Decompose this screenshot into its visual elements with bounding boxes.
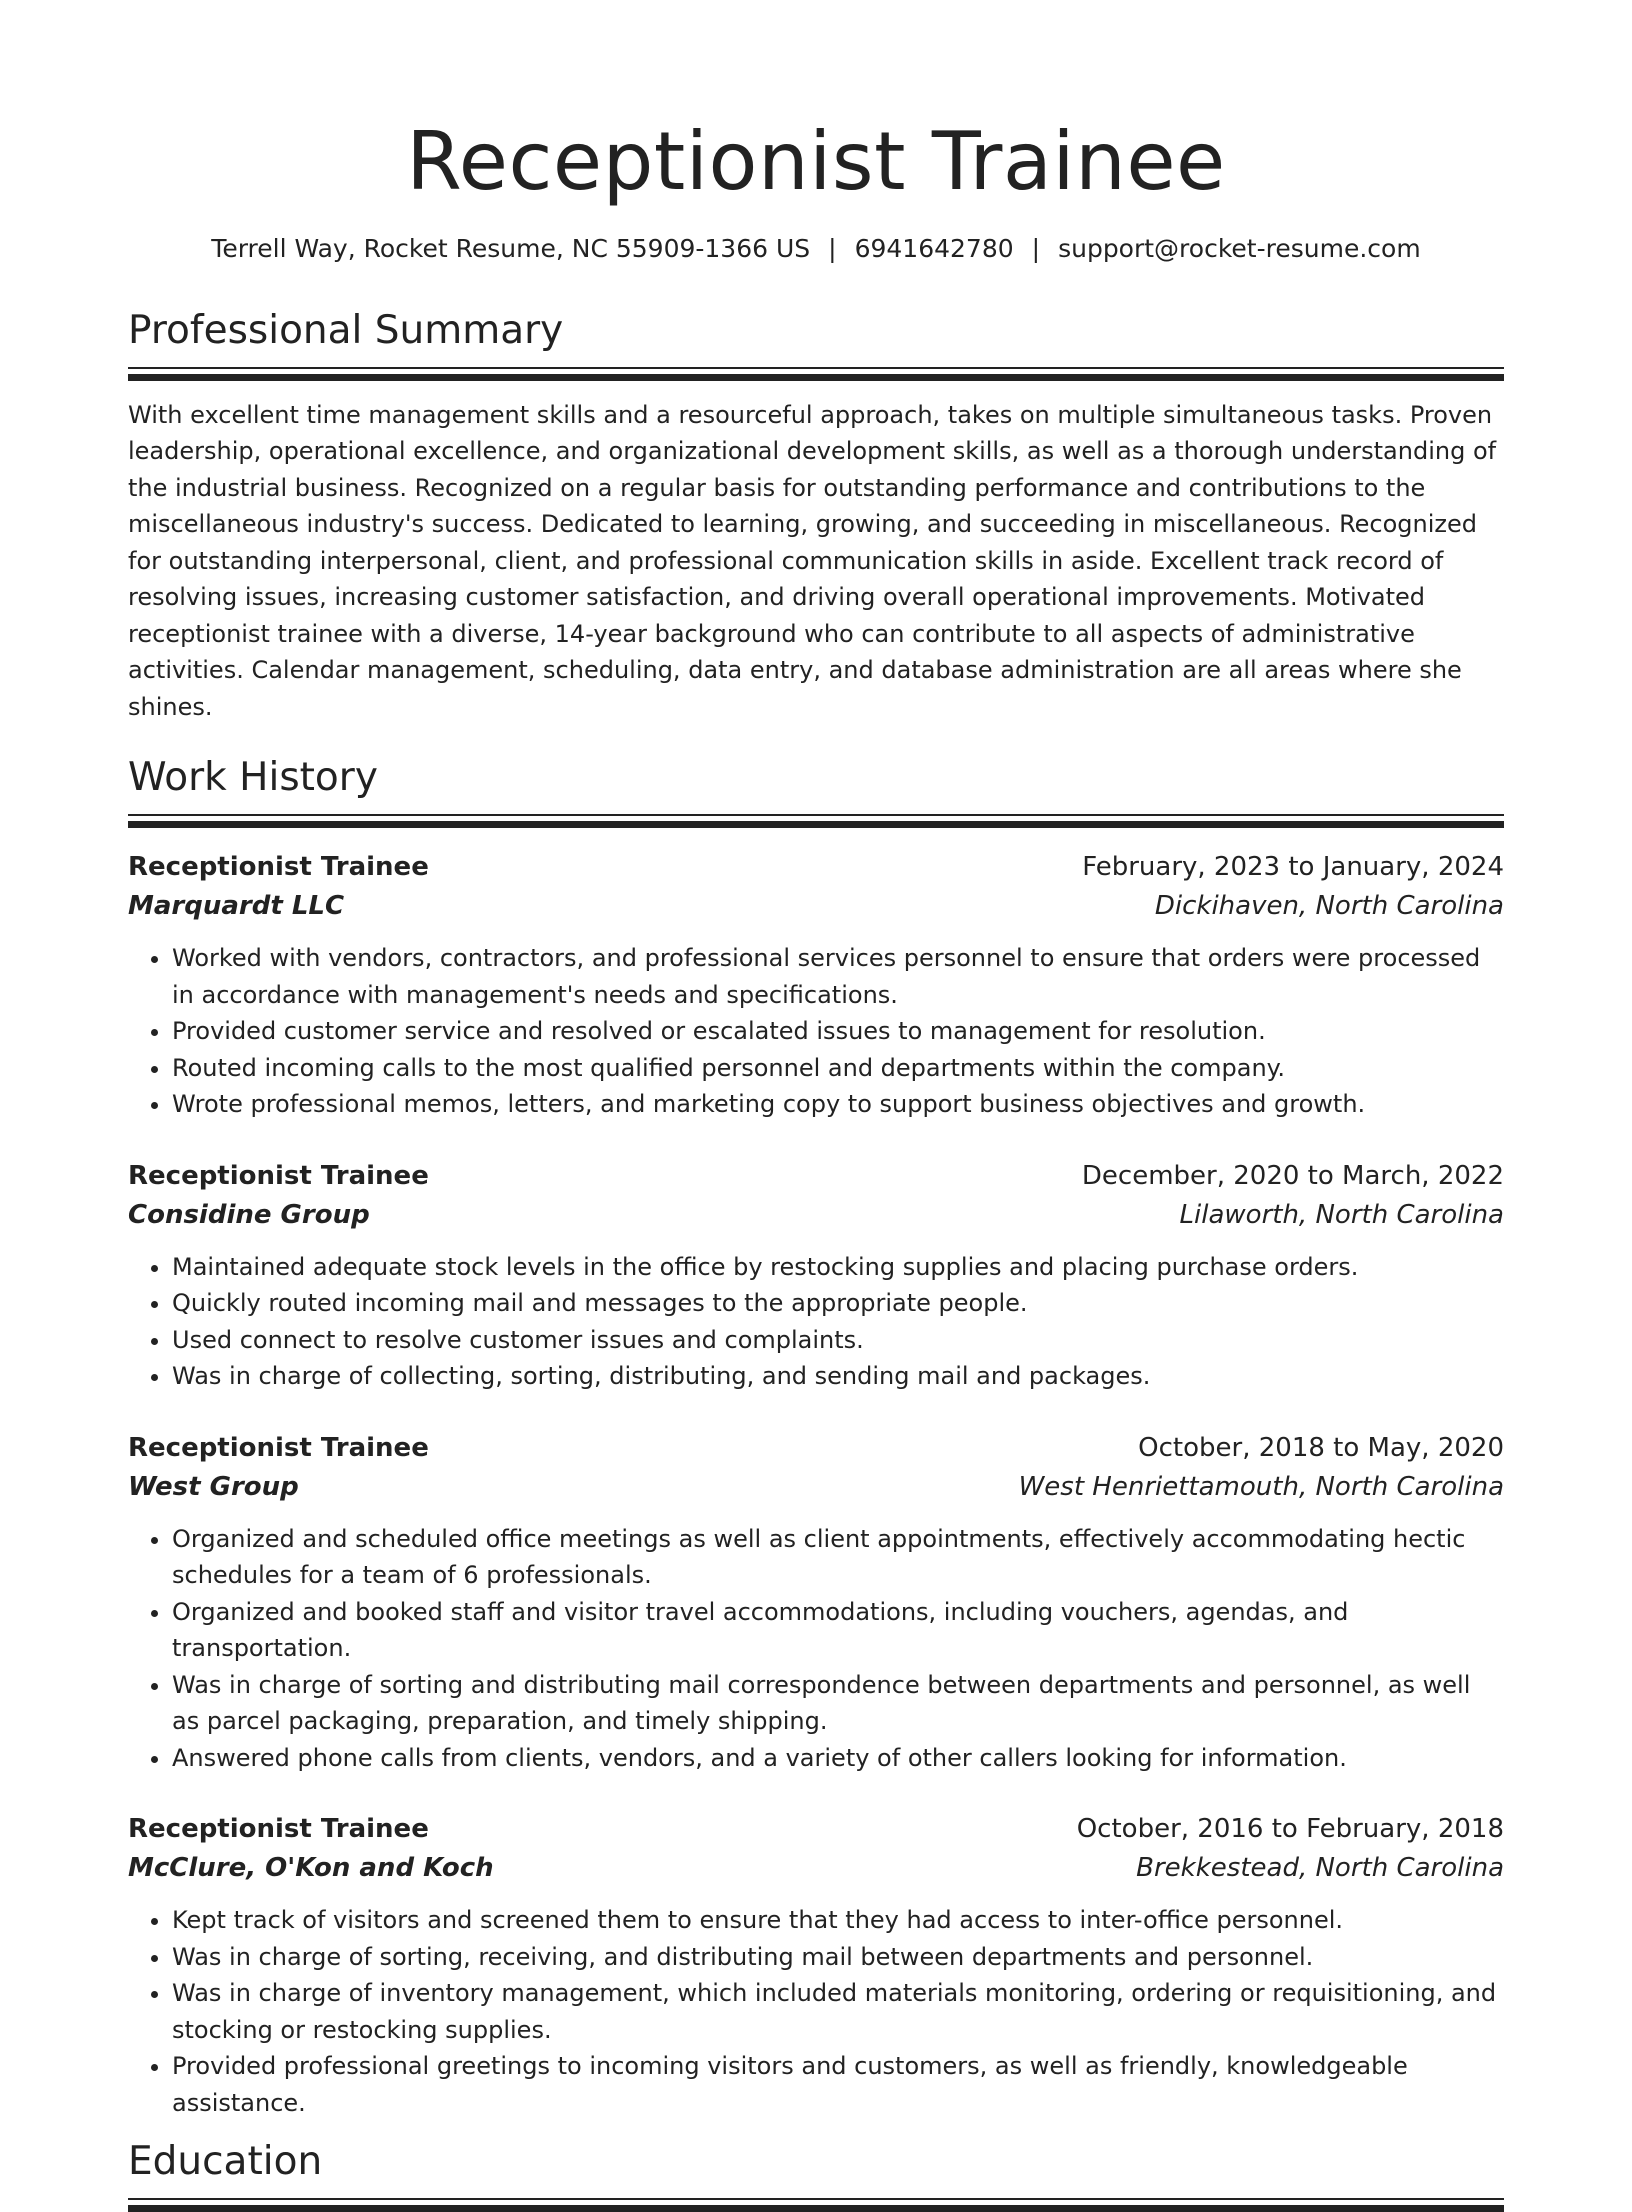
- contact-separator: |: [828, 234, 837, 263]
- job-bullet-list: [128, 940, 1504, 1123]
- section-divider: [128, 2198, 1504, 2212]
- job-dates: February, 2023 to January, 2024: [1082, 852, 1504, 883]
- job-bullet: • Quickly routed incoming mail and messages to the appropriate people.: [172, 1285, 1504, 1322]
- job-location: Lilaworth, North Carolina: [1179, 1199, 1504, 1230]
- job-title: Receptionist Trainee: [128, 1814, 429, 1845]
- job-company: West Group: [128, 1471, 299, 1502]
- summary-text: With excellent time management skills and a resourceful approach, takes on multiple simultaneous tasks. Proven leadership, operational excellence, and organizational development skills, as well as a thorough understanding of the industrial business. Recognized on a regular basis for outstanding performance and contributions to the miscellaneous industry's success. Dedicated to learning, growing, and succeeding in miscellaneous. Recognized for outstanding interpersonal, client, and professional communication skills in aside. Excellent track record of resolving issues, increasing customer satisfaction, and driving overall operational improvements. Motivated receptionist trainee with a diverse, 14-year background who can contribute to all aspects of administrative activities. Calendar management, scheduling, data entry, and database administration are all areas where she shines.: [128, 400, 1497, 721]
- job-title: Receptionist Trainee: [128, 1160, 429, 1191]
- section-title-summary: Professional Summary: [128, 308, 564, 353]
- job-header-row: [128, 1157, 1504, 1196]
- job-header-row: [128, 1810, 1504, 1849]
- job-company-row: [128, 887, 1504, 926]
- job-entry: [128, 1810, 1504, 2121]
- section-divider: [128, 367, 1504, 381]
- section-title-work-history: Work History: [128, 755, 378, 801]
- job-bullet: • Wrote professional memos, letters, and marketing copy to support business objectives and growth.: [172, 1086, 1504, 1123]
- job-bullet-list: [128, 1249, 1504, 1395]
- job-bullet: • Was in charge of sorting and distributing mail correspondence between departments and personnel, as well as parcel packaging, preparation, and timely shipping.: [172, 1667, 1504, 1740]
- job-title: Receptionist Trainee: [128, 1432, 429, 1463]
- job-entry: [128, 1157, 1504, 1395]
- job-bullet: • Worked with vendors, contractors, and professional services personnel to ensure that orders were processed in accordance with management's needs and specifications.: [172, 940, 1504, 1013]
- job-title: Receptionist Trainee: [128, 852, 429, 883]
- contact-line: [128, 234, 1504, 264]
- job-header-row: [128, 1429, 1504, 1468]
- contact-email: support@rocket-resume.com: [1058, 234, 1421, 263]
- contact-phone: 6941642780: [854, 234, 1014, 263]
- job-dates: December, 2020 to March, 2022: [1081, 1160, 1504, 1191]
- job-entry: [128, 848, 1504, 1123]
- job-company-row: [128, 1468, 1504, 1507]
- job-bullet: • Answered phone calls from clients, vendors, and a variety of other callers looking for information.: [172, 1740, 1504, 1777]
- job-bullet: • Used connect to resolve customer issues and complaints.: [172, 1322, 1504, 1359]
- job-bullet: • Was in charge of sorting, receiving, and distributing mail between departments and personnel.: [172, 1939, 1504, 1976]
- job-bullet-list: [128, 1521, 1504, 1777]
- job-location: Brekkestead, North Carolina: [1136, 1853, 1504, 1884]
- contact-address: Terrell Way, Rocket Resume, NC 55909-1366 US: [211, 234, 811, 263]
- job-bullet: • Provided customer service and resolved or escalated issues to management for resolution.: [172, 1013, 1504, 1050]
- section-title-education: Education: [128, 2139, 323, 2185]
- job-bullet: • Maintained adequate stock levels in the office by restocking supplies and placing purchase orders.: [172, 1249, 1504, 1286]
- job-bullet: • Organized and scheduled office meetings as well as client appointments, effectively accommodating hectic schedules for a team of 6 professionals.: [172, 1521, 1504, 1594]
- job-bullet: • Was in charge of collecting, sorting, distributing, and sending mail and packages.: [172, 1358, 1504, 1395]
- job-company-row: [128, 1196, 1504, 1235]
- professional-summary-section: [128, 308, 1504, 725]
- job-header-row: [128, 848, 1504, 887]
- job-bullet: • Routed incoming calls to the most qualified personnel and departments within the company.: [172, 1050, 1504, 1087]
- job-bullet: • Provided professional greetings to incoming visitors and customers, as well as friendly, knowledgeable assistance.: [172, 2048, 1504, 2121]
- job-bullet: • Kept track of visitors and screened them to ensure that they had access to inter-office personnel.: [172, 1902, 1504, 1939]
- job-bullet-list: [128, 1902, 1504, 2121]
- section-divider: [128, 814, 1504, 828]
- job-entry: [128, 1429, 1504, 1777]
- job-bullet: • Was in charge of inventory management, which included materials monitoring, ordering or requisitioning, and stocking or restocking supplies.: [172, 1975, 1504, 2048]
- job-company: McClure, O'Kon and Koch: [128, 1853, 494, 1884]
- job-bullet: • Organized and booked staff and visitor travel accommodations, including vouchers, agendas, and transportation.: [172, 1594, 1504, 1667]
- resume-name: Receptionist Trainee: [406, 115, 1226, 208]
- job-dates: October, 2018 to May, 2020: [1138, 1432, 1504, 1463]
- job-location: West Henriettamouth, North Carolina: [1018, 1471, 1504, 1502]
- work-history-section: [128, 755, 1504, 2121]
- education-section: [128, 2139, 1504, 2212]
- job-location: Dickihaven, North Carolina: [1154, 891, 1504, 922]
- job-company: Marquardt LLC: [128, 891, 345, 922]
- contact-separator: |: [1031, 234, 1041, 263]
- job-company-row: [128, 1849, 1504, 1888]
- job-company: Considine Group: [128, 1199, 370, 1230]
- job-dates: October, 2016 to February, 2018: [1076, 1814, 1504, 1845]
